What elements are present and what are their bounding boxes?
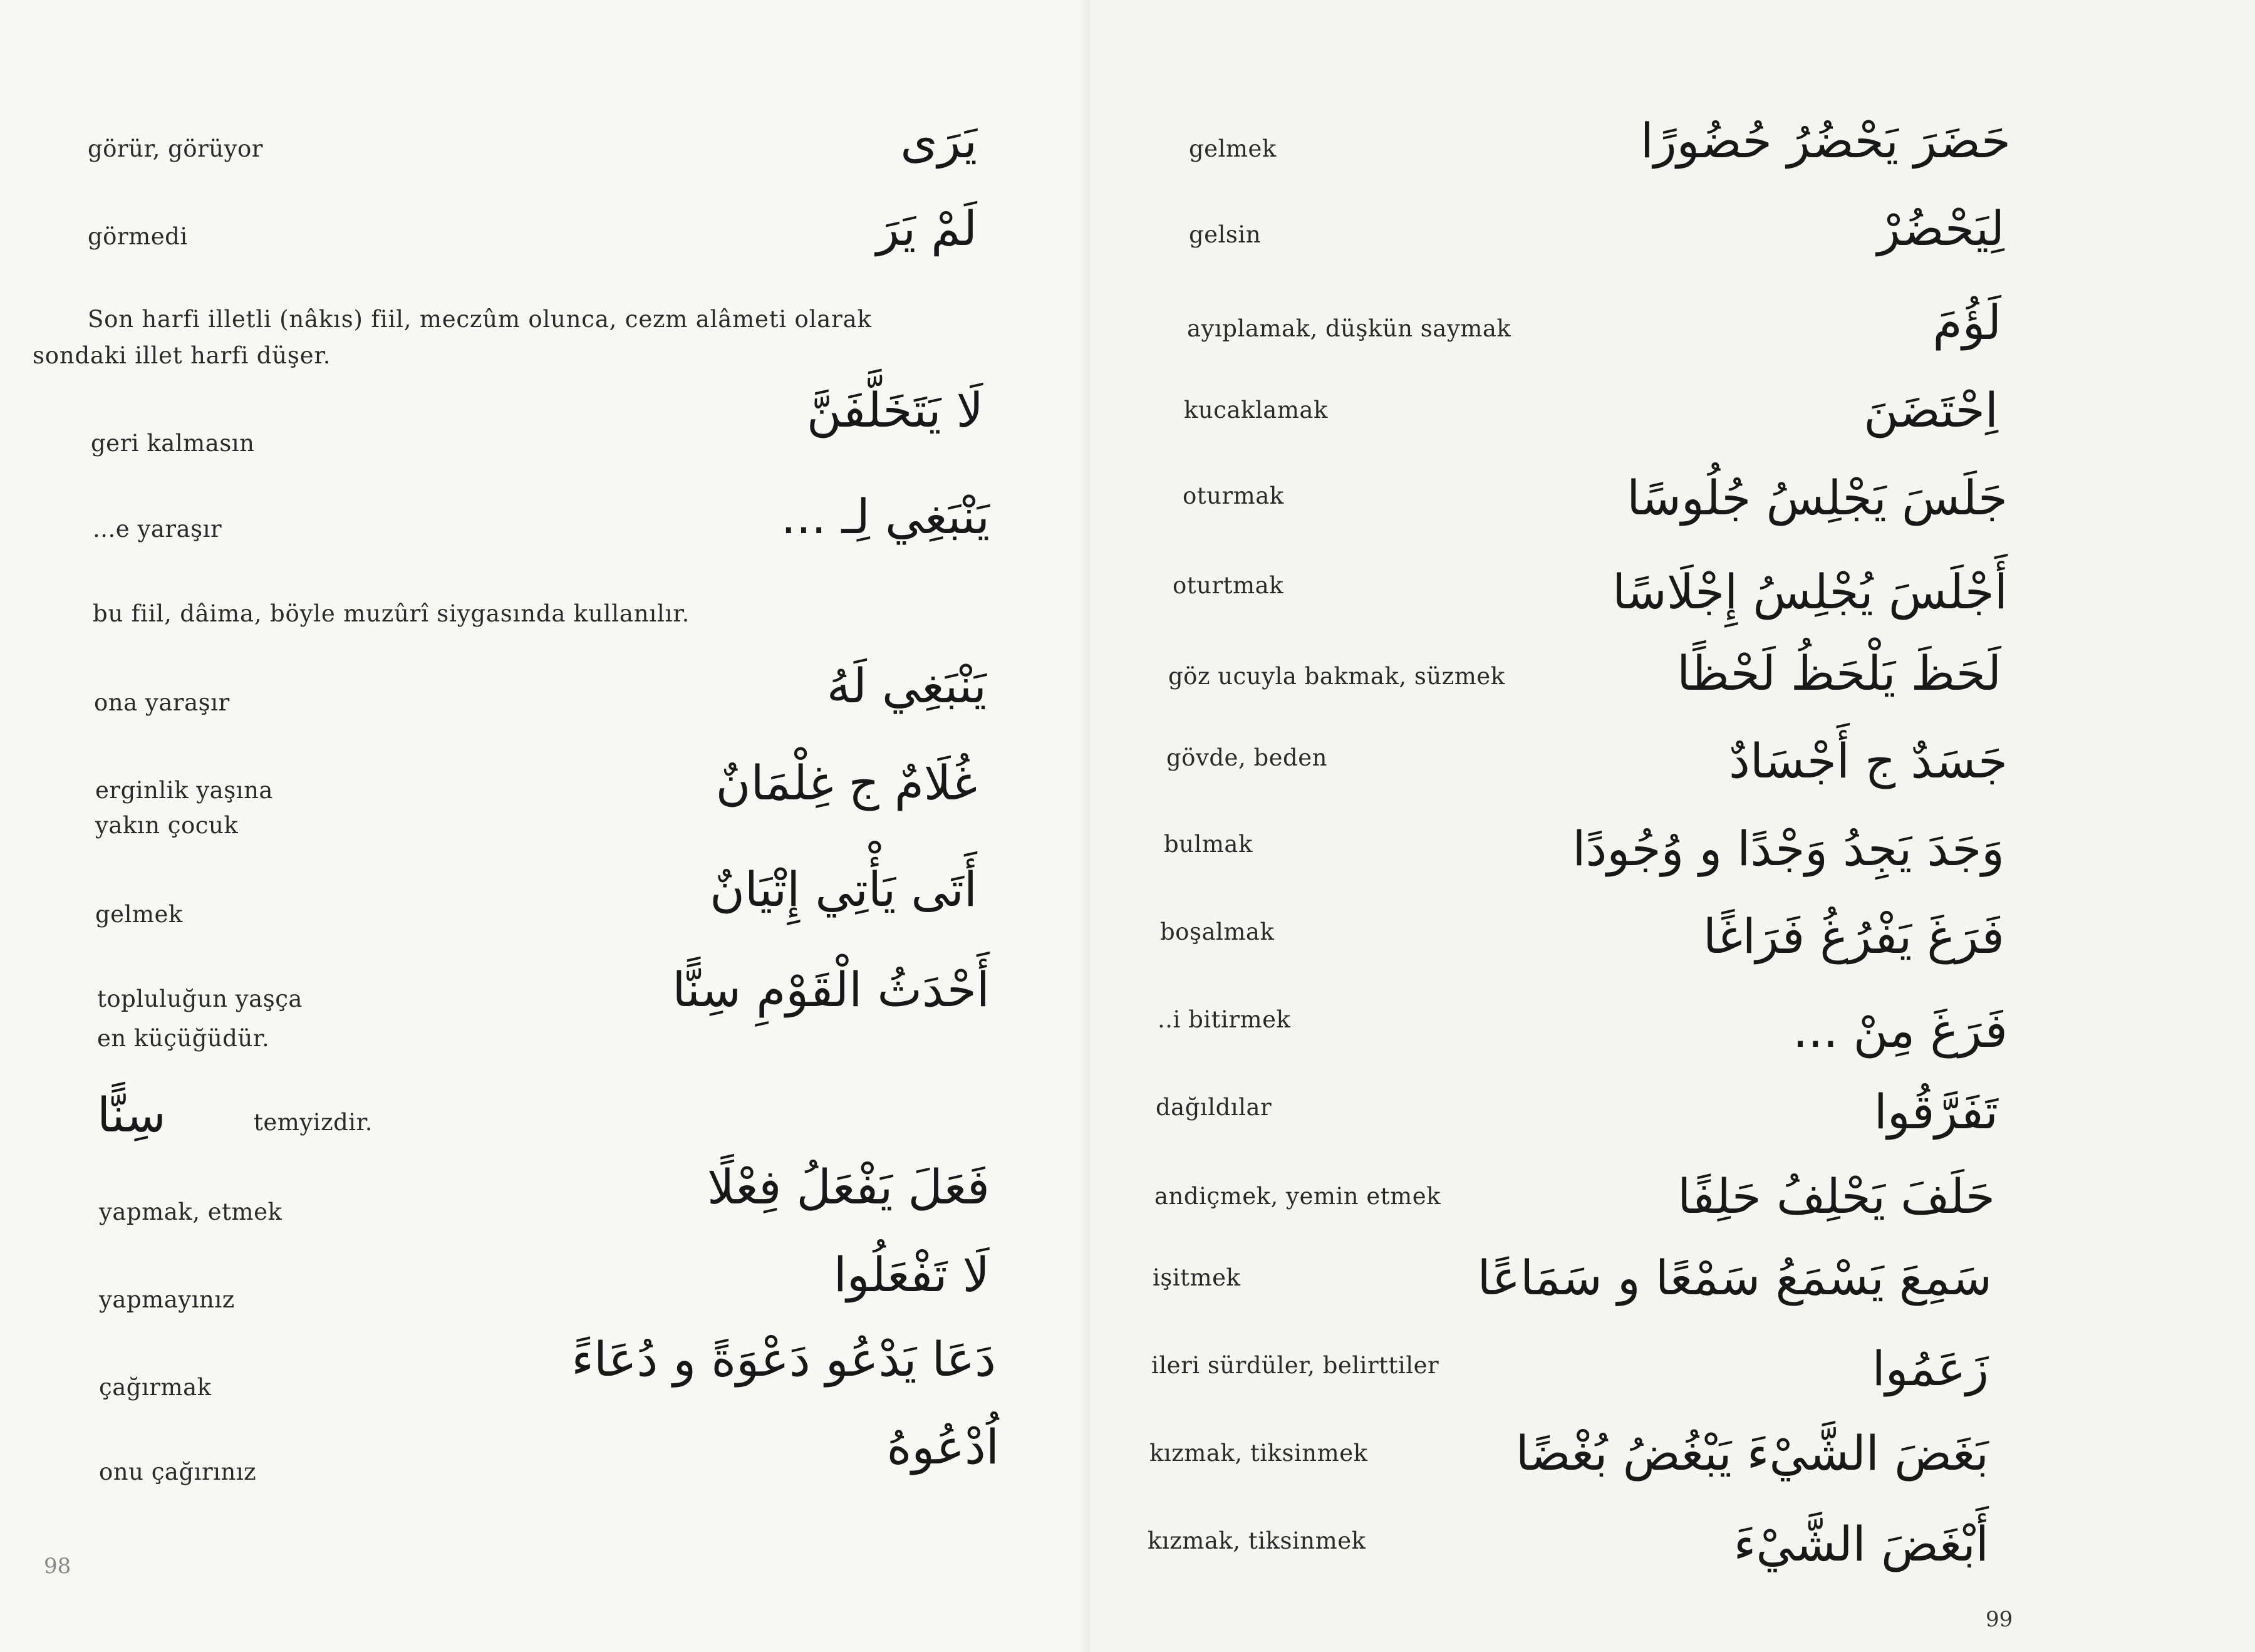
turkish-meaning: ona yaraşır xyxy=(94,689,230,716)
turkish-meaning: geri kalmasın xyxy=(91,430,255,457)
right-page xyxy=(1090,0,2255,1652)
arabic-word: اِحْتَضَنَ xyxy=(1864,382,1998,438)
arabic-word: جَلَسَ يَجْلِسُ جُلُوسًا xyxy=(1627,470,2008,526)
left-page xyxy=(0,0,1090,1652)
arabic-word: فَعَلَ يَفْعَلُ فِعْلًا xyxy=(707,1159,990,1215)
arabic-word: أَبْغَضَ الشَّيْءَ xyxy=(1733,1516,1989,1572)
turkish-meaning-line-1: erginlik yaşına xyxy=(95,777,273,804)
turkish-meaning: çağırmak xyxy=(99,1374,212,1401)
turkish-meaning: gövde, beden xyxy=(1166,744,1327,771)
turkish-meaning: onu çağırınız xyxy=(99,1458,257,1485)
arabic-word: لَمْ يَرَ xyxy=(876,200,977,256)
turkish-meaning-line-2: yakın çocuk xyxy=(95,812,239,839)
arabic-word: سِنًّا xyxy=(97,1087,166,1143)
arabic-word: اُدْعُوهُ xyxy=(886,1419,999,1475)
usage-note: bu fiil, dâima, böyle muzûrî siygasında kullanılır. xyxy=(93,600,690,627)
turkish-meaning: ...e yaraşır xyxy=(93,516,222,543)
turkish-meaning: temyizdir. xyxy=(254,1109,373,1136)
turkish-meaning: oturmak xyxy=(1183,482,1284,509)
page-number: 98 xyxy=(44,1554,71,1579)
arabic-word: لَا تَفْعَلُوا xyxy=(833,1247,990,1302)
grammar-rule-line-1: Son harfi illetli (nâkıs) fiil, meczûm olunca, cezm alâmeti olarak xyxy=(88,306,872,333)
turkish-meaning: yapmak, etmek xyxy=(99,1198,283,1225)
arabic-word: لِيَحْضُرْ xyxy=(1877,200,2004,256)
turkish-meaning: ..i bitirmek xyxy=(1158,1006,1291,1033)
arabic-word: أَتَى يَأْتِي إِتْيَانٌ xyxy=(710,861,977,917)
arabic-word: سَمِعَ يَسْمَعُ سَمْعًا و سَمَاعًا xyxy=(1477,1250,1992,1306)
page-number: 99 xyxy=(1986,1607,2013,1632)
turkish-meaning-line-1: topluluğun yaşça xyxy=(97,985,303,1012)
turkish-meaning: ayıplamak, düşkün saymak xyxy=(1187,315,1511,342)
arabic-word: يَرَى xyxy=(900,113,977,169)
arabic-word: لَؤُمَ xyxy=(1932,294,2001,350)
turkish-meaning: gelmek xyxy=(1189,135,1277,162)
turkish-meaning: yapmayınız xyxy=(99,1286,235,1313)
arabic-word: بَغَضَ الشَّيْءَ يَبْغُضُ بُغْضًا xyxy=(1515,1425,1989,1481)
turkish-meaning: göz ucuyla bakmak, süzmek xyxy=(1168,663,1505,690)
turkish-meaning: görür, görüyor xyxy=(88,135,263,162)
turkish-meaning: görmedi xyxy=(88,223,188,250)
arabic-word: تَفَرَّقُوا xyxy=(1874,1084,1998,1140)
turkish-meaning: bulmak xyxy=(1164,831,1253,858)
turkish-meaning: dağıldılar xyxy=(1156,1094,1272,1121)
turkish-meaning: ileri sürdüler, belirttiler xyxy=(1151,1352,1439,1379)
arabic-word: جَسَدٌ ج أَجْسَادٌ xyxy=(1729,733,2008,789)
turkish-meaning-line-2: en küçüğüdür. xyxy=(97,1025,270,1052)
arabic-word: أَجْلَسَ يُجْلِسُ إِجْلَاسًا xyxy=(1612,564,2008,620)
arabic-word: فَرَغَ مِنْ ... xyxy=(1793,1002,2008,1058)
arabic-word: وَجَدَ يَجِدُ وَجْدًا و وُجُودًا xyxy=(1572,821,2004,876)
turkish-meaning: gelmek xyxy=(95,901,183,928)
turkish-meaning: andiçmek, yemin etmek xyxy=(1154,1183,1441,1210)
arabic-word: حَضَرَ يَحْضُرُ حُضُورًا xyxy=(1640,113,2011,169)
turkish-meaning: gelsin xyxy=(1189,221,1262,248)
arabic-word: زَعَمُوا xyxy=(1872,1341,1989,1396)
grammar-rule-line-2: sondaki illet harfi düşer. xyxy=(33,342,331,369)
turkish-meaning: işitmek xyxy=(1153,1264,1241,1291)
arabic-word: حَلَفَ يَحْلِفُ حَلِفًا xyxy=(1677,1168,1995,1224)
arabic-word: يَنْبَغِي لِـ ... xyxy=(780,489,990,544)
arabic-word: لَا يَتَخَلَّفَنَّ xyxy=(806,382,983,438)
turkish-meaning: oturtmak xyxy=(1173,572,1284,599)
arabic-word: أَحْدَثُ الْقَوْمِ سِنًّا xyxy=(672,962,990,1017)
arabic-word: يَنْبَغِي لَهُ xyxy=(826,658,987,714)
turkish-meaning: kızmak, tiksinmek xyxy=(1148,1527,1366,1554)
arabic-word: فَرَغَ يَفْرُغُ فَرَاغًا xyxy=(1703,908,2004,964)
arabic-word: غُلَامٌ ج غِلْمَانٌ xyxy=(715,755,977,811)
arabic-word: دَعَا يَدْعُو دَعْوَةً و دُعَاءً xyxy=(571,1331,996,1387)
turkish-meaning: kızmak, tiksinmek xyxy=(1149,1440,1368,1467)
turkish-meaning: kucaklamak xyxy=(1184,397,1328,423)
turkish-meaning: boşalmak xyxy=(1160,918,1275,945)
arabic-word: لَحَظَ يَلْحَظُ لَحْظًا xyxy=(1677,645,2001,701)
